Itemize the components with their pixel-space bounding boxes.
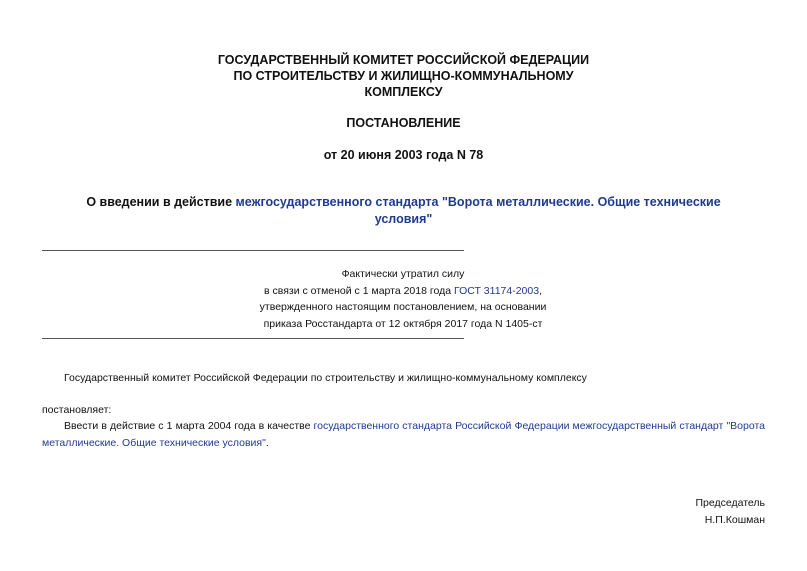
status-note <box>200 266 606 332</box>
issuer-line-2: ПО СТРОИТЕЛЬСТВУ И ЖИЛИЩНО-КОММУНАЛЬНОМУ <box>233 69 574 83</box>
status-line-2 <box>200 283 606 300</box>
title-standard-link[interactable]: межгосударственного стандарта "Ворота металлические. Общие технические условия" <box>235 195 721 226</box>
issuer-line-3: КОМПЛЕКСУ <box>364 85 443 99</box>
title-prefix: О введении в действие <box>86 195 236 209</box>
signature-name: Н.П.Кошман <box>704 514 765 526</box>
status-line-4: приказа Росстандарта от 12 октября 2017 года N 1405-ст <box>263 317 543 330</box>
signature-block <box>696 495 766 529</box>
resolution-body <box>42 418 765 451</box>
issuer-line-1: ГОСУДАРСТВЕННЫЙ КОМИТЕТ РОССИЙСКОЙ ФЕДЕРАЦИИ <box>217 53 590 67</box>
body-prefix: Ввести в действие с 1 марта 2004 года в качестве <box>64 420 314 432</box>
status-line-2-text: в связи с отменой с 1 марта 2018 года <box>264 284 454 297</box>
document-date: от 20 июня 2003 года N 78 <box>323 148 484 162</box>
document-type: ПОСТАНОВЛЕНИЕ <box>346 116 461 130</box>
gost-link[interactable]: ГОСТ 31174-2003 <box>453 284 540 297</box>
preamble-text: Государственный комитет Российской Федерации по строительству и жилищно-коммунальному комплексу <box>64 372 587 384</box>
status-line-1: Фактически утратил силу <box>341 268 465 280</box>
status-line-2-suffix: , <box>539 284 542 297</box>
body-suffix: . <box>265 436 269 449</box>
divider-top <box>42 250 464 251</box>
resolves-text: постановляет: <box>42 404 112 416</box>
body-standard-link[interactable]: государственного стандарта Российской Федерации межгосударственный стандарт "Ворота металлические. Общие технические условия" <box>42 420 765 449</box>
divider-bottom <box>42 338 464 339</box>
issuer-header <box>0 52 807 100</box>
signature-position: Председатель <box>695 497 765 509</box>
document-title <box>60 194 747 228</box>
status-line-3: утвержденного настоящим постановлением, на основании <box>259 301 547 313</box>
